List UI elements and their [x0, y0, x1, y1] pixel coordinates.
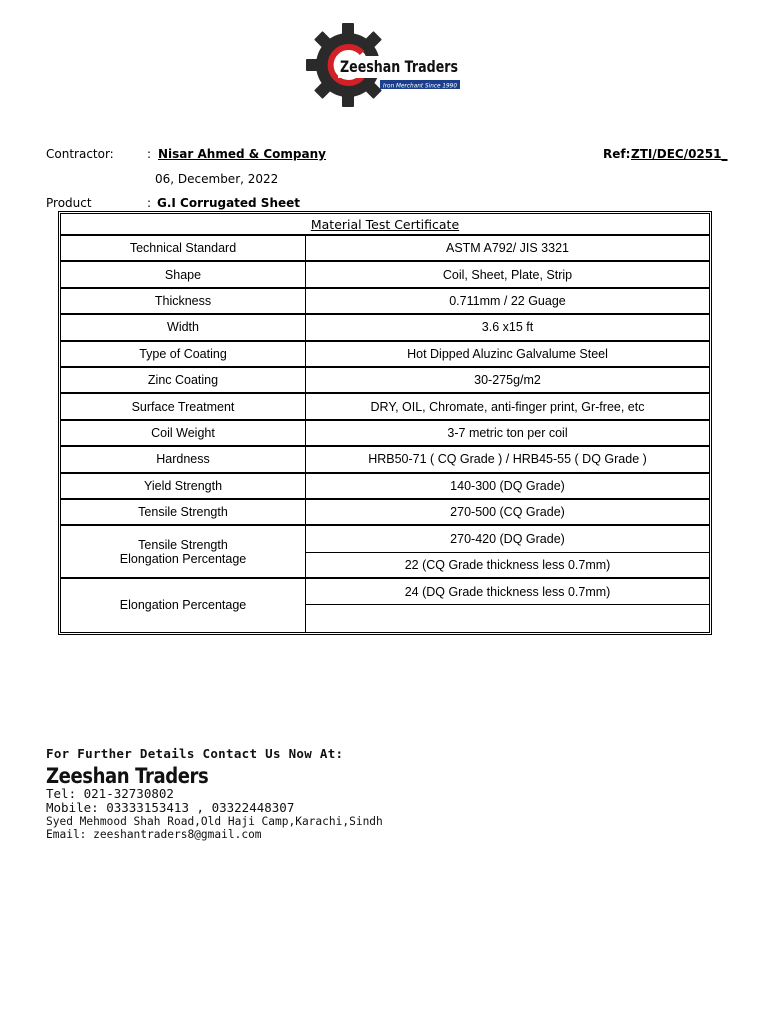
row-value: 3.6 x15 ft — [306, 315, 709, 341]
ref-value: ZTI/DEC/0251_ — [631, 147, 728, 161]
row-label: Thickness — [61, 289, 306, 315]
row-value: 0.711mm / 22 Guage — [306, 289, 709, 315]
table-row — [61, 394, 709, 420]
row-value: 30-275g/m2 — [306, 368, 709, 394]
product-value: G.I Corrugated Sheet — [157, 196, 301, 210]
table-row — [61, 315, 709, 341]
contact-mobile: Mobile: 03333153413 , 03322448307 — [46, 800, 295, 815]
row-label: Coil Weight — [61, 421, 306, 447]
material-test-certificate-table — [60, 213, 710, 633]
table-row — [61, 421, 709, 447]
row-value: DRY, OIL, Chromate, anti-finger print, Gr-free, etc — [306, 394, 709, 420]
row-value: 270-500 (CQ Grade) — [306, 500, 709, 526]
row-label: Elongation Percentage — [61, 579, 306, 632]
contact-email: Email: zeeshantraders8@gmail.com — [46, 828, 262, 841]
row-value: Hot Dipped Aluzinc Galvalume Steel — [306, 342, 709, 368]
contractor-label: Contractor: — [46, 147, 114, 161]
row-value: ASTM A792/ JIS 3321 — [306, 236, 709, 262]
merged-label-cell — [61, 526, 306, 579]
certificate-title: Material Test Certificate — [61, 214, 709, 236]
row-label: Shape — [61, 262, 306, 288]
product-label: Product — [46, 196, 92, 210]
row-label: Tensile Strength — [61, 500, 306, 526]
contact-block — [46, 746, 383, 841]
table-row — [61, 262, 709, 288]
row-value: 3-7 metric ton per coil — [306, 421, 709, 447]
row-label: Yield Strength — [61, 474, 306, 500]
contact-tel: Tel: 021-32730802 — [46, 786, 174, 801]
row-label: Technical Standard — [61, 236, 306, 262]
table-row — [61, 526, 709, 552]
contact-heading: For Further Details Contact Us Now At: — [46, 746, 344, 761]
row-value: 22 (CQ Grade thickness less 0.7mm) — [306, 553, 709, 579]
row-value: 24 (DQ Grade thickness less 0.7mm) — [306, 579, 709, 605]
table-row — [61, 236, 709, 262]
table-row — [61, 368, 709, 394]
table-row — [61, 447, 709, 473]
contact-address: Syed Mehmood Shah Road,Old Haji Camp,Karachi,Sindh — [46, 815, 383, 828]
row-value: Coil, Sheet, Plate, Strip — [306, 262, 709, 288]
ref-label: Ref: — [603, 147, 631, 161]
contractor-sep: : — [147, 147, 152, 161]
contractor-value: Nisar Ahmed & Company — [158, 147, 326, 161]
row-label: Elongation Percentage — [119, 551, 247, 566]
row-value: HRB50-71 ( CQ Grade ) / HRB45-55 ( DQ Grade ) — [306, 447, 709, 473]
company-logo — [308, 22, 464, 108]
certificate-date: 06, December, 2022 — [155, 172, 279, 186]
table-row — [61, 289, 709, 315]
row-label: Width — [61, 315, 306, 341]
row-label: Zinc Coating — [61, 368, 306, 394]
table-row — [61, 342, 709, 368]
row-label: Hardness — [61, 447, 306, 473]
table-row — [61, 579, 709, 605]
row-label: Surface Treatment — [61, 394, 306, 420]
contact-brand-name: Zeeshan Traders — [46, 764, 209, 788]
table-title-row — [61, 214, 709, 236]
logo-tagline: Iron Merchant Since 1990 — [383, 81, 457, 90]
table-row — [61, 474, 709, 500]
row-value: 270-420 (DQ Grade) — [306, 526, 709, 552]
row-value: 140-300 (DQ Grade) — [306, 474, 709, 500]
logo-company-name: Zeeshan Traders — [340, 57, 458, 76]
row-label: Tensile Strength — [138, 537, 228, 552]
table-row — [61, 500, 709, 526]
row-value — [306, 605, 709, 631]
product-sep: : — [147, 196, 152, 210]
row-label: Type of Coating — [61, 342, 306, 368]
